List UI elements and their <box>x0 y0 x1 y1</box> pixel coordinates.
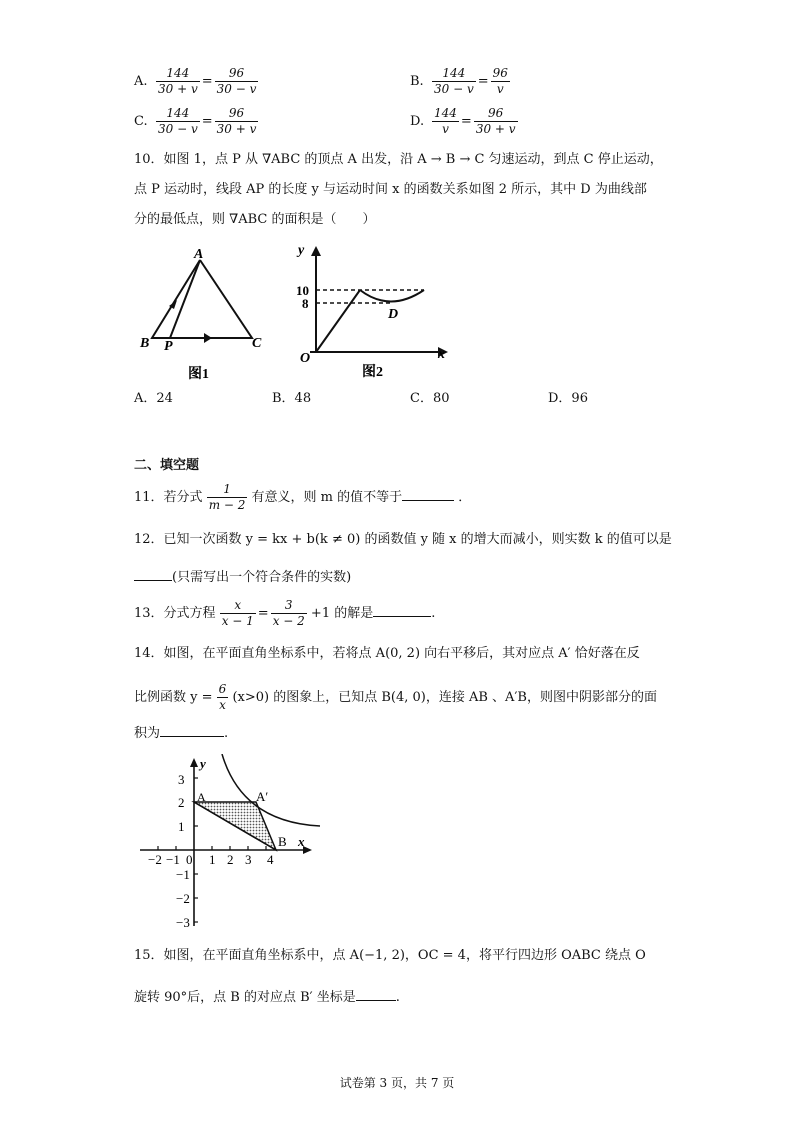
line-segment <box>316 290 360 352</box>
fraction: $\frac{96}{v}$ <box>492 66 508 96</box>
q9-option-c: C. $\frac{144}{30 - v}$ = $\frac{96}{30 + v}$ <box>134 106 257 136</box>
fraction: $\frac{6}{x}$ <box>218 682 227 712</box>
arrow-icon <box>204 333 212 343</box>
y-tick-label: −3 <box>176 915 190 930</box>
label-d: D <box>388 307 399 322</box>
q10-line-1: 10．如图 1，点 P 从 ∇ABC 的顶点 A 出发，沿 A → B → C 匀速运动，到点 C 停止运动， <box>134 152 663 167</box>
answer-blank[interactable] <box>160 722 224 737</box>
q10-option-a: A．24 <box>134 391 173 406</box>
q14-line-2: 比例函数 y = $\frac{6}{x}$ (x>0) 的图象上，已知点 B(4, 0)，连接 AB 、A′B，则图中阴影部分的面 <box>134 682 657 712</box>
answer-blank[interactable] <box>402 486 454 501</box>
answer-blank[interactable] <box>356 986 396 1001</box>
q12-line-2: (只需写出一个符合条件的实数) <box>134 566 351 588</box>
q10-figure-2 <box>290 240 460 386</box>
answer-blank[interactable] <box>373 602 431 617</box>
option-label: A. <box>134 74 148 89</box>
q10-line-3: 分的最低点，则 ∇ABC 的面积是（ ） <box>134 212 376 227</box>
tick-label-origin: 0 <box>186 852 193 867</box>
q10-figure-1 <box>136 246 276 386</box>
label-o: O <box>300 351 311 366</box>
x-tick-label: −2 <box>148 852 162 867</box>
label-8: 8 <box>302 296 309 311</box>
fraction: $\frac{x}{x - 1}$ <box>221 598 254 628</box>
label-x: x <box>438 347 445 362</box>
q10-option-d: D．96 <box>548 391 588 406</box>
label-b: B <box>278 834 287 849</box>
caption-figure-1: 图1 <box>188 367 209 382</box>
fraction: $\frac{3}{x - 2}$ <box>272 598 305 628</box>
q9-option-b: B. $\frac{144}{30 - v}$ = $\frac{96}{v}$ <box>410 66 508 96</box>
label-y: y <box>200 756 206 771</box>
option-label: D. <box>410 114 425 129</box>
q15-line-2: 旋转 90°后，点 B 的对应点 B′ 坐标是 . <box>134 986 400 1008</box>
q14-line-3: 积为 . <box>134 722 228 744</box>
q11: 11．若分式 $\frac{1}{m - 2}$ 有意义，则 m 的值不等于 ． <box>134 482 472 512</box>
label-x: x <box>298 834 305 849</box>
q10-option-b: B．48 <box>272 391 312 406</box>
arrow-icon <box>311 246 321 256</box>
fraction: $\frac{144}{30 + v}$ <box>158 66 198 96</box>
q10-line-2: 点 P 运动时，线段 AP 的长度 y 与运动时间 x 的函数关系如图 2 所示，其中 D 为曲线部 <box>134 182 647 197</box>
page-footer: 试卷第 3 页，共 7 页 <box>339 1076 455 1090</box>
label-y: y <box>298 243 305 258</box>
q9-option-a: A. $\frac{144}{30 + v}$ = $\frac{96}{30 - v}$ <box>134 66 257 96</box>
x-tick-label: −1 <box>166 852 180 867</box>
q14-line-1: 14．如图，在平面直角坐标系中，若将点 A(0, 2) 向右平移后，其对应点 A′ 恰好落在反 <box>134 646 640 661</box>
option-label: B. <box>410 74 424 89</box>
answer-blank[interactable] <box>134 566 172 581</box>
caption-figure-2: 图2 <box>362 365 383 380</box>
fraction: $\frac{96}{30 + v}$ <box>475 106 516 136</box>
fraction: $\frac{144}{v}$ <box>434 106 457 136</box>
y-tick-label: −2 <box>176 891 190 906</box>
fraction: $\frac{144}{30 - v}$ <box>434 66 474 96</box>
q15-line-1: 15．如图，在平面直角坐标系中，点 A(−1, 2)，OC = 4，将平行四边形 OABC 绕点 O <box>134 948 646 963</box>
q10-option-c: C．80 <box>410 391 450 406</box>
section-heading: 二、填空题 <box>134 458 200 473</box>
label-b: B <box>140 336 150 351</box>
y-tick-label: 3 <box>178 772 185 787</box>
label-p: P <box>164 339 173 354</box>
fraction: $\frac{96}{30 + v}$ <box>216 106 257 136</box>
q14-graph <box>138 754 328 934</box>
x-tick-label: 4 <box>267 852 274 867</box>
label-c: C <box>252 336 262 351</box>
q13: 13．分式方程 $\frac{x}{x - 1}$ = $\frac{3}{x - 2}$ +1 的解是 . <box>134 598 436 628</box>
fraction: $\frac{144}{30 - v}$ <box>158 106 198 136</box>
fraction: $\frac{1}{m - 2}$ <box>208 482 246 512</box>
curve <box>360 290 424 302</box>
arrow-icon <box>190 758 198 767</box>
fraction: $\frac{96}{30 - v}$ <box>216 66 257 96</box>
x-tick-label: 3 <box>245 852 252 867</box>
q9-option-d: D. $\frac{144}{v}$ = $\frac{96}{30 + v}$ <box>410 106 516 136</box>
x-tick-label: 2 <box>227 852 234 867</box>
y-tick-label: 1 <box>178 819 185 834</box>
option-label: C. <box>134 114 148 129</box>
triangle-abc <box>152 260 252 338</box>
y-tick-label: −1 <box>176 867 190 882</box>
label-a: A <box>197 790 206 804</box>
label-a-prime: A′ <box>256 789 269 804</box>
segment-ap <box>170 260 200 338</box>
y-tick-label: 2 <box>178 795 185 810</box>
label-10: 10 <box>296 283 309 298</box>
x-tick-label: 1 <box>209 852 216 867</box>
q12-line-1: 12．已知一次函数 y = kx + b(k ≠ 0) 的函数值 y 随 x 的增大而减小，则实数 k 的值可以是 <box>134 532 672 547</box>
label-a: A <box>194 247 204 262</box>
